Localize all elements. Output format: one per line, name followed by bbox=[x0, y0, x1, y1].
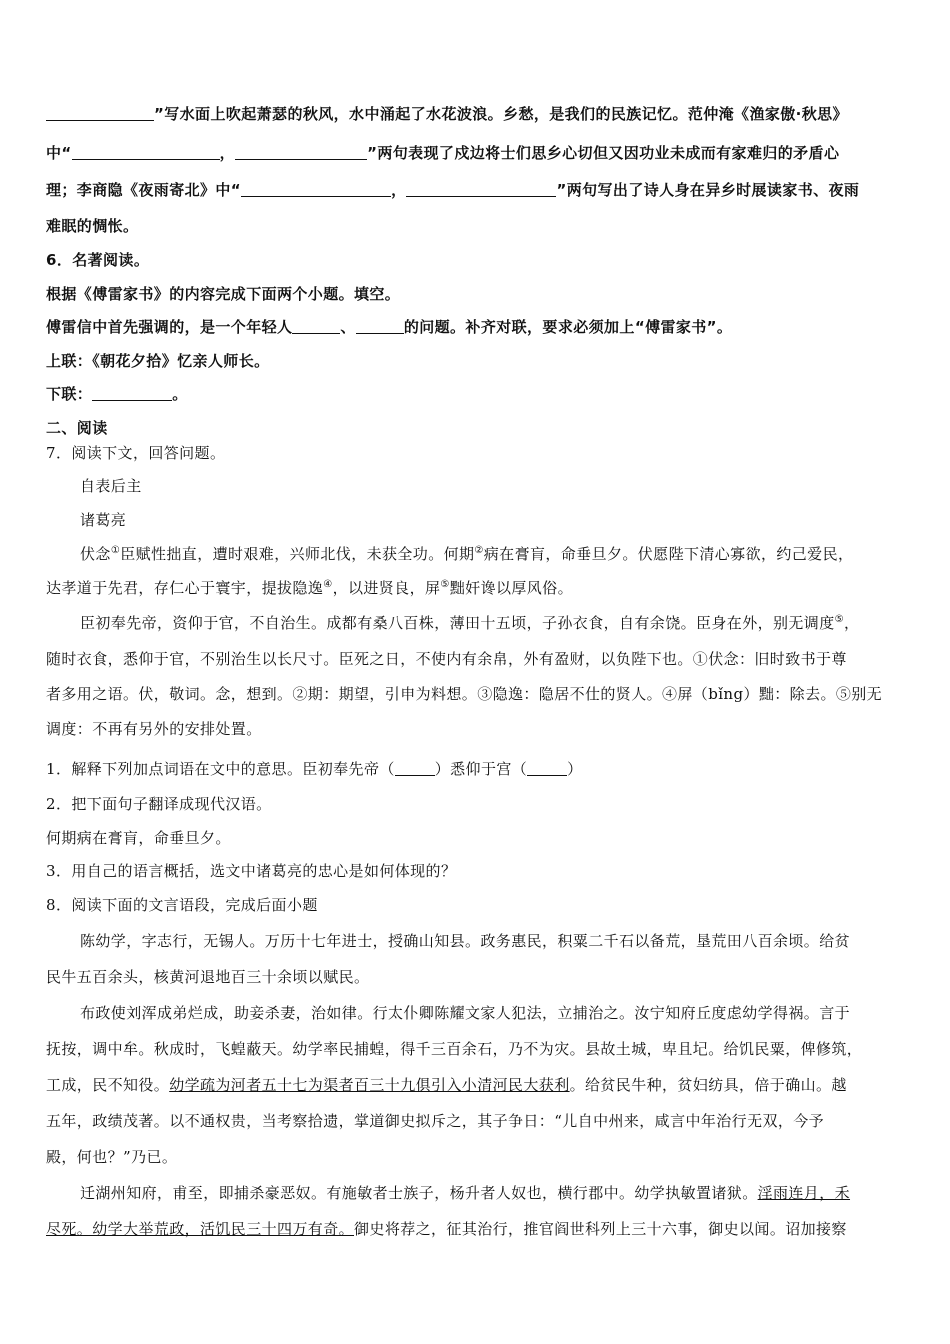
passage-line: 尽死。幼学大举荒政，活饥民三十四万有奇。御史将荐之，征其治行，推官阎世科列上三十六事，御史以闻。诏加接察 bbox=[46, 1220, 847, 1238]
passage-line: 抚按，调中牟。秋成时，飞蝗蔽天。幼学率民捕蝗，得千三百余石，乃不为灾。县故土城，卑且圮。给饥民粟，俾修筑， bbox=[46, 1040, 863, 1058]
q8-number: 8．阅读下面的文言语段，完成后面小题 bbox=[46, 896, 318, 914]
underlined-sentence: 淫雨连月，禾 bbox=[757, 1184, 851, 1202]
passage-line: 殿，何也？”乃已。 bbox=[46, 1148, 178, 1166]
answer-blank[interactable] bbox=[92, 385, 172, 401]
passage-line: 五年，政绩茂著。以不通权贵，当考察拾遗，掌道御史拟斥之，其子争日：“儿自中州来，咸言中年治行无双，今予 bbox=[46, 1112, 825, 1130]
q6-fill: 傅雷信中首先强调的，是一个年轻人 、 的问题。补齐对联，要求必须加上“傅雷家书”。 bbox=[46, 318, 733, 336]
section-heading: 二、阅读 bbox=[46, 419, 108, 437]
underlined-sentence: 尽死。幼学大举荒政，活饥民三十四万有奇。 bbox=[46, 1220, 355, 1238]
q6-intro: 根据《傅雷家书》的内容完成下面两个小题。填空。 bbox=[46, 285, 401, 303]
passage-line: 伏念①臣赋性拙直，遭时艰难，兴师北伐，未获全功。何期②病在膏肓，命垂旦夕。伏愿陛下清心寡欲，约己爱民， bbox=[80, 545, 854, 563]
passage-line: 布政使刘浑成弟烂成，助妾杀妻，治如律。行太仆卿陈耀文家人犯法，立捕治之。汝宁知府丘度虑幼学得祸。言于 bbox=[80, 1004, 851, 1022]
sub-question-2: 2．把下面句子翻译成现代汉语。 bbox=[46, 795, 272, 813]
sub-question-1: 1．解释下列加点词语在文中的意思。臣初奉先帝（ ）悉仰于宫（ ） bbox=[46, 760, 583, 778]
answer-blank[interactable] bbox=[356, 318, 404, 334]
passage-line: 者多用之语。伏，敬词。念，想到。②期：期望，引申为料想。③隐逸：隐居不仕的贤人。④屏（bǐng）黜：除去。⑤别无 bbox=[46, 685, 883, 703]
q6-number: 6．名著阅读。 bbox=[46, 251, 150, 269]
passage-line: 工成，民不知役。幼学疏为河者五十七为渠者百三十九俱引入小清河民大获利。给贫民牛种，贫妇纺具，倍于确山。越 bbox=[46, 1076, 847, 1094]
passage-line: 臣初奉先帝，资仰于官，不自治生。成都有桑八百株，薄田十五顷，子孙衣食，自有余饶。臣身在外，别无调度⑤， bbox=[80, 614, 860, 632]
underlined-sentence: 幼学疏为河者五十七为渠者百三十九俱引入小清河民大获利 bbox=[169, 1076, 570, 1094]
q7-number: 7．阅读下文，回答问题。 bbox=[46, 444, 226, 462]
answer-blank[interactable] bbox=[72, 144, 220, 160]
poem-line-2: 中“ ， ”两句表现了戍边将士们思乡心切但又因功业未成而有家难归的矛盾心 bbox=[46, 144, 840, 162]
passage-line: 随时衣食，悉仰于官，不别治生以长尺寸。臣死之日，不使内有余帛，外有盈财，以负陛下也。①伏念：旧时致书于尊 bbox=[46, 650, 847, 668]
answer-blank[interactable] bbox=[406, 181, 556, 197]
passage-line: 调度：不再有另外的安排处置。 bbox=[46, 720, 262, 738]
answer-blank[interactable] bbox=[241, 181, 391, 197]
answer-blank[interactable] bbox=[235, 144, 367, 160]
answer-blank[interactable] bbox=[395, 760, 435, 776]
passage-line: 迁湖州知府，甫至，即捕杀豪恶奴。有施敏者士族子，杨升者人奴也，横行郡中。幼学执敏置诸狱。淫雨连月，禾 bbox=[80, 1184, 851, 1202]
poem-line-3: 理；李商隐《夜雨寄北》中“ ， ”两句写出了诗人身在异乡时展读家书、夜雨 bbox=[46, 181, 860, 199]
passage-author: 诸葛亮 bbox=[80, 511, 127, 529]
passage-line: 陈幼学，字志行，无锡人。万历十七年进士，授确山知县。政务惠民，积粟二千石以备荒，垦荒田八百余顷。给贫 bbox=[80, 932, 851, 950]
translate-sentence: 何期病在膏肓，命垂旦夕。 bbox=[46, 829, 231, 847]
sub-question-3: 3．用自己的语言概括，选文中诸葛亮的忠心是如何体现的？ bbox=[46, 862, 457, 880]
passage-title: 自表后主 bbox=[80, 477, 142, 495]
answer-blank[interactable] bbox=[46, 105, 154, 121]
poem-line-1: ”写水面上吹起萧瑟的秋风，水中涌起了水花波浪。乡愁，是我们的民族记忆。范仲淹《渔家傲·秋思》 bbox=[46, 103, 910, 124]
couplet-upper: 上联：《朝花夕拾》忆亲人师长。 bbox=[46, 352, 270, 370]
couplet-lower: 下联： 。 bbox=[46, 385, 188, 403]
answer-blank[interactable] bbox=[292, 318, 340, 334]
passage-line: 达孝道于先君，存仁心于寰宇，提拔隐逸④，以进贤良，屏⑤黜奸谗以厚风俗。 bbox=[46, 579, 573, 597]
poem-line-4: 难眠的惆怅。 bbox=[46, 217, 139, 235]
answer-blank[interactable] bbox=[527, 760, 567, 776]
passage-line: 民牛五百余头，核黄河退地百三十余顷以赋民。 bbox=[46, 968, 370, 986]
